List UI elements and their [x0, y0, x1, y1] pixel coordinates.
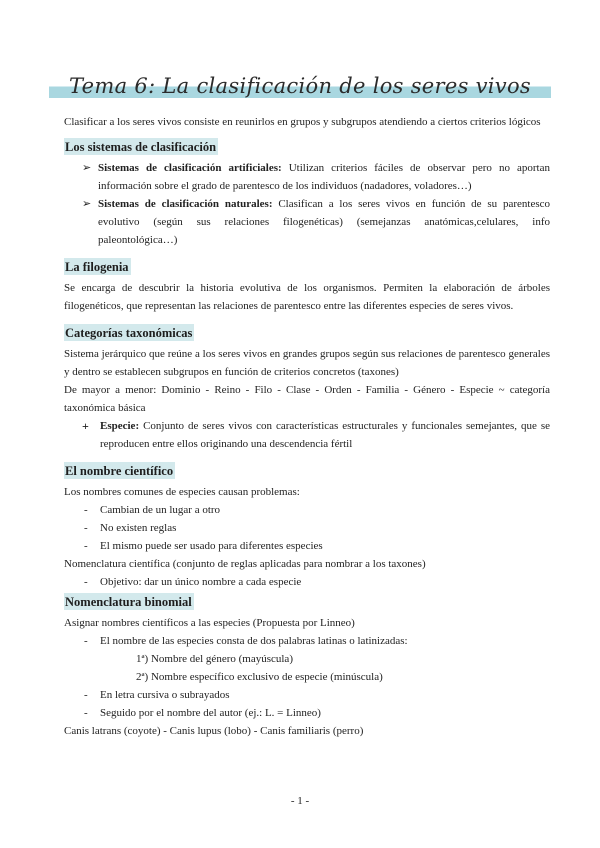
dash-bullet: - — [84, 576, 88, 588]
section-heading-sistemas: Los sistemas de clasificación — [65, 140, 217, 154]
sub-item-genero: 1ª) Nombre del género (mayúscula) — [136, 653, 293, 665]
nomenclatura-paragraph: Nomenclatura científica (conjunto de reglas aplicadas para nombrar a los taxones) — [64, 558, 426, 570]
sub-item-especifico: 2ª) Nombre específico exclusivo de especie (minúscula) — [136, 671, 383, 683]
list-item — [64, 704, 550, 722]
section-heading-categorias: Categorías taxonómicas — [65, 326, 193, 340]
dash-bullet: - — [84, 689, 88, 701]
term-naturales: Sistemas de clasificación naturales: — [98, 198, 273, 210]
categorias-paragraph-1: Sistema jerárquico que reúne a los seres vivos en grandes grupos según sus relaciones de parentesco generales y dentro se establecen subgrupos en función de criterios concretos (taxones) — [64, 348, 550, 378]
list-item — [64, 195, 550, 249]
dash-bullet: - — [84, 635, 88, 647]
plus-bullet-icon: + — [82, 419, 89, 433]
list-item — [64, 159, 550, 195]
page-title: Tema 6: La clasificación de los seres vivos — [49, 68, 551, 100]
problem-text: Cambian de un lugar a otro — [100, 504, 221, 516]
section-heading-binomial: Nomenclatura binomial — [65, 595, 192, 609]
binomial-item-text: Seguido por el nombre del autor (ej.: L. = Linneo) — [100, 707, 321, 719]
intro-paragraph: Clasificar a los seres vivos consiste en reunirlos en grupos y subgrupos atendiendo a ciertos criterios lógicos — [64, 116, 541, 128]
list-item — [64, 519, 550, 537]
binomial-intro: Asignar nombres científicos a las especies (Propuesta por Linneo) — [64, 617, 355, 629]
term-artificiales: Sistemas de clasificación artificiales: — [98, 162, 282, 174]
binomial-item-text: En letra cursiva o subrayados — [100, 689, 230, 701]
dash-bullet: - — [84, 504, 88, 516]
dash-bullet: - — [84, 707, 88, 719]
arrow-bullet-icon: ➢ — [82, 162, 92, 174]
problem-text: El mismo puede ser usado para diferentes especies — [100, 540, 323, 552]
term-especie: Especie: — [100, 420, 140, 432]
list-item — [64, 417, 550, 453]
title-block — [0, 68, 600, 100]
section-heading-nombre: El nombre científico — [65, 464, 174, 478]
dash-bullet: - — [84, 522, 88, 534]
problem-text: No existen reglas — [100, 522, 177, 534]
list-item — [64, 573, 550, 591]
document-body — [64, 113, 550, 740]
nombre-intro: Los nombres comunes de especies causan problemas: — [64, 486, 300, 498]
dash-bullet: - — [84, 540, 88, 552]
filogenia-paragraph: Se encarga de descubrir la historia evolutiva de los organismos. Permiten la elaboración de árboles filogenéticos, que representan las relaciones de parentesco entre las diferentes especies de seres vivos. — [64, 282, 550, 312]
page-number: - 1 - — [290, 795, 310, 807]
objetivo-text: Objetivo: dar un único nombre a cada especie — [100, 576, 302, 588]
section-heading-filogenia: La filogenia — [65, 260, 129, 274]
definition-artificiales: Utilizan criterios fáciles de observar pero no aportan información sobre el grado de parentesco de los individuos (nadadores, voladores…) — [98, 162, 550, 192]
list-item — [64, 501, 550, 519]
binomial-item-text: El nombre de las especies consta de dos palabras latinas o latinizadas: — [100, 635, 408, 647]
categorias-paragraph-2: De mayor a menor: Dominio - Reino - Filo - Clase - Orden - Familia - Género - Especie ~ categoría taxonómica básica — [64, 384, 550, 414]
list-item — [64, 537, 550, 555]
definition-especie: Conjunto de seres vivos con características estructurales y funcionales semejantes, que se reproducen entre ellos originando una descendencia fértil — [100, 420, 550, 450]
list-item — [64, 632, 550, 650]
definition-naturales: Clasifican a los seres vivos en función de su parentesco evolutivo (según sus relaciones filogenéticas) (semejanzas anatómicas,celulares, info paleontológica…) — [98, 198, 550, 246]
arrow-bullet-icon: ➢ — [82, 198, 92, 210]
list-item — [64, 686, 550, 704]
binomial-example: Canis latrans (coyote) - Canis lupus (lobo) - Canis familiaris (perro) — [64, 725, 364, 737]
